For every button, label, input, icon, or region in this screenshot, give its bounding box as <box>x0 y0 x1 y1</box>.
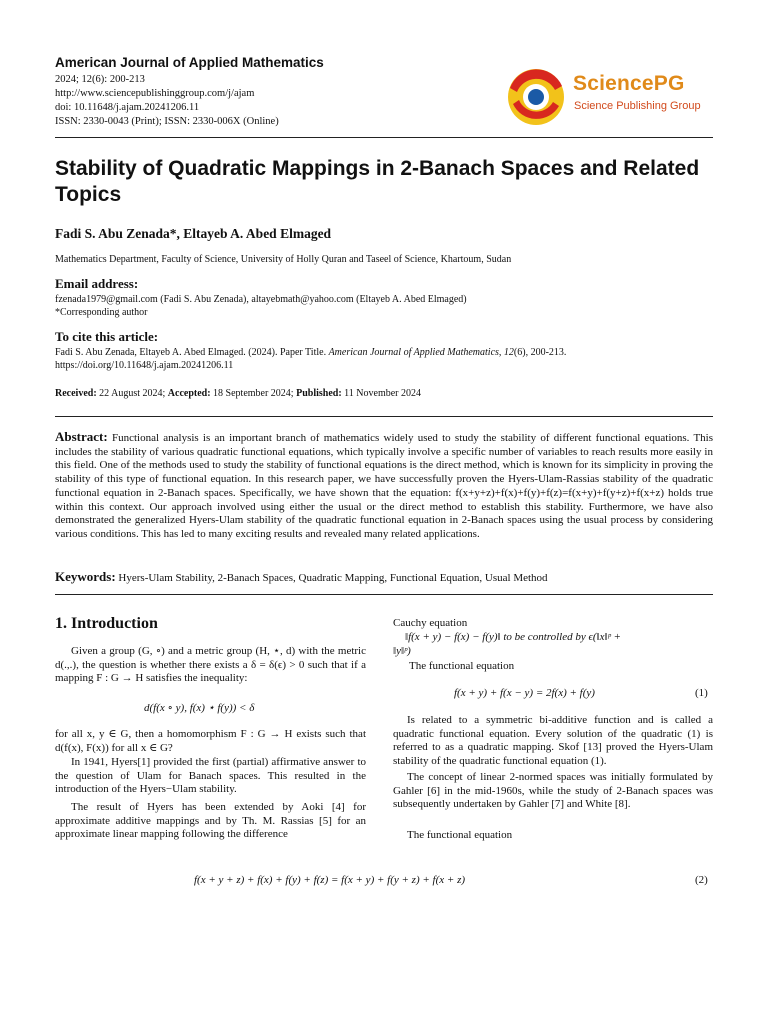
sciencepg-logo <box>505 66 705 128</box>
right-functional-eq-label-2: The functional equation <box>407 829 513 841</box>
journal-doi: doi: 10.11648/j.ajam.20241206.11 <box>55 102 200 113</box>
received-date: 22 August 2024; <box>99 388 166 399</box>
citation-authors: Fadi S. Abu Zenada, Eltayeb A. Abed Elmaged. (2024). Paper Title. <box>55 347 327 358</box>
equation-2-number: (2) <box>695 874 708 886</box>
keywords <box>55 569 548 585</box>
citation-journal: American Journal of Applied Mathematics, 12 <box>328 347 514 358</box>
affiliation: Mathematics Department, Faculty of Science, University of Holly Quran and Taseel of Science, Khartoum, Sudan <box>55 254 512 265</box>
abstract-divider-top <box>55 416 713 417</box>
abstract <box>55 430 713 542</box>
citation-text <box>55 346 715 359</box>
equation-2: f(x + y + z) + f(x) + f(y) + f(z) = f(x + y) + f(y + z) + f(x + z) <box>194 874 466 886</box>
equation-1-number: (1) <box>695 687 708 699</box>
intro-paragraph-3: In 1941, Hyers[1] provided the first (partial) affirmative answer to the question of Ulam for Banach spaces. This resulted in the introduction of the Hyers−Ulam stability. <box>55 756 366 796</box>
accepted-label: Accepted: <box>167 388 211 399</box>
published-label: Published: <box>296 388 342 399</box>
keywords-label: Keywords: <box>55 569 116 584</box>
journal-title: American Journal of Applied Mathematics <box>55 55 324 70</box>
abstract-divider-bottom <box>55 594 713 595</box>
logo-emblem-icon <box>505 66 569 128</box>
header-divider <box>55 137 713 138</box>
accepted-date: 18 September 2024; <box>213 388 294 399</box>
authors: Fadi S. Abu Zenada*, Eltayeb A. Abed Elmaged <box>55 226 332 241</box>
intro-inequality: d(f(x ∘ y), f(x) ⋆ f(y)) < δ <box>144 702 255 714</box>
section-title-introduction: 1. Introduction <box>55 615 158 632</box>
article-dates <box>55 387 421 400</box>
published-date: 11 November 2024 <box>344 388 422 399</box>
email-heading: Email address: <box>55 276 139 291</box>
journal-volume: 2024; 12(6): 200-213 <box>55 74 145 85</box>
citation-doi-link[interactable]: https://doi.org/10.11648/j.ajam.20241206.11 <box>55 360 234 371</box>
logo-subtitle: Science Publishing Group <box>574 100 701 112</box>
email-addresses[interactable]: fzenada1979@gmail.com (Fadi S. Abu Zenada), altayebmath@yahoo.com (Eltayeb A. Abed Elmaged) <box>55 294 467 305</box>
intro-paragraph-1: Given a group (G, ∘) and a metric group (H, ⋆, d) with the metric d(.,.), the question is whether there exists a δ = δ(ϵ) > 0 such that if a mapping F : G → H satisfies the inequality: <box>55 645 366 685</box>
logo-name: SciencePG <box>573 72 685 95</box>
paper-title: Stability of Quadratic Mappings in 2-Banach Spaces and Related Topics <box>55 157 700 206</box>
abstract-text: Functional analysis is an important branch of mathematics widely used to study the stability of different functional equations. This includes the stability of various quadratic functional equations, which typically involve a specific number of variables to reach results more easily in this field. One of the methods used to study the stability of functional equations is the direct method, which is known for its simplicity in proving the stability of this type of functional equation. In this research paper, we have successfully proven the Hyers-Ulam-Rassias stability of the quadratic functional equation in 2-Banach spaces. Specifically, we have shown that the equation: f(x+y+z)+f(x)+f(y)+f(z)=f(x+y)+f(y+z)+f(x+z) holds true within this context. Our approach involved using either the usual or the direct method to establish this stability. Furthermore, we have also demonstrated the generalized Hyers-Ulam stability of the quadratic functional equation in 2-Banach spaces using the usual process by considering various conditions. This has led to many exciting results and revealed many related applications. <box>55 432 714 540</box>
intro-paragraph-4: The result of Hyers has been extended by Aoki [4] for approximate additive mappings and by Th. M. Rassias [5] for an approximate linear mapping following the difference <box>55 801 366 841</box>
received-label: Received: <box>55 388 97 399</box>
right-cauchy-bound-end: ‖y‖ᵖ) <box>393 645 411 657</box>
journal-url[interactable]: http://www.sciencepublishinggroup.com/j/ajam <box>55 88 255 99</box>
right-paragraph-quadratic: Is related to a symmetric bi-additive function and is called a quadratic functional equation. Every solution of the quadratic (1) is referred to as a quadratic mapping. Skof [13] proved the Hyers-Ulam stability of the quadratic functional equation (1). <box>393 714 713 768</box>
right-functional-eq-label: The functional equation <box>409 660 515 672</box>
corresponding-author: *Corresponding author <box>55 307 148 318</box>
equation-1: f(x + y) + f(x − y) = 2f(x) + f(y) <box>454 687 595 699</box>
intro-paragraph-2: for all x, y ∈ G, then a homomorphism F : G → H exists such that d(f(x), F(x)) for all x ∈ G? <box>55 728 366 754</box>
citation-issue: (6), 200-213. <box>513 347 567 358</box>
right-cauchy-bound: ‖f(x + y) − f(x) − f(y)‖ to be controlled by ϵ(‖x‖ᵖ + <box>405 631 621 643</box>
keywords-text: Hyers-Ulam Stability, 2-Banach Spaces, Quadratic Mapping, Functional Equation, Usual Method <box>118 572 548 584</box>
cite-heading: To cite this article: <box>55 329 159 344</box>
abstract-label: Abstract: <box>55 429 108 444</box>
right-cauchy-label: Cauchy equation <box>393 617 468 629</box>
right-paragraph-2-normed: The concept of linear 2-normed spaces was initially formulated by Gahler [6] in the mid-1960s, while the study of 2-Banach spaces was subsequently undertaken by Gahler [7] and White [8]. <box>393 771 713 811</box>
journal-issn: ISSN: 2330-0043 (Print); ISSN: 2330-006X (Online) <box>55 116 279 127</box>
